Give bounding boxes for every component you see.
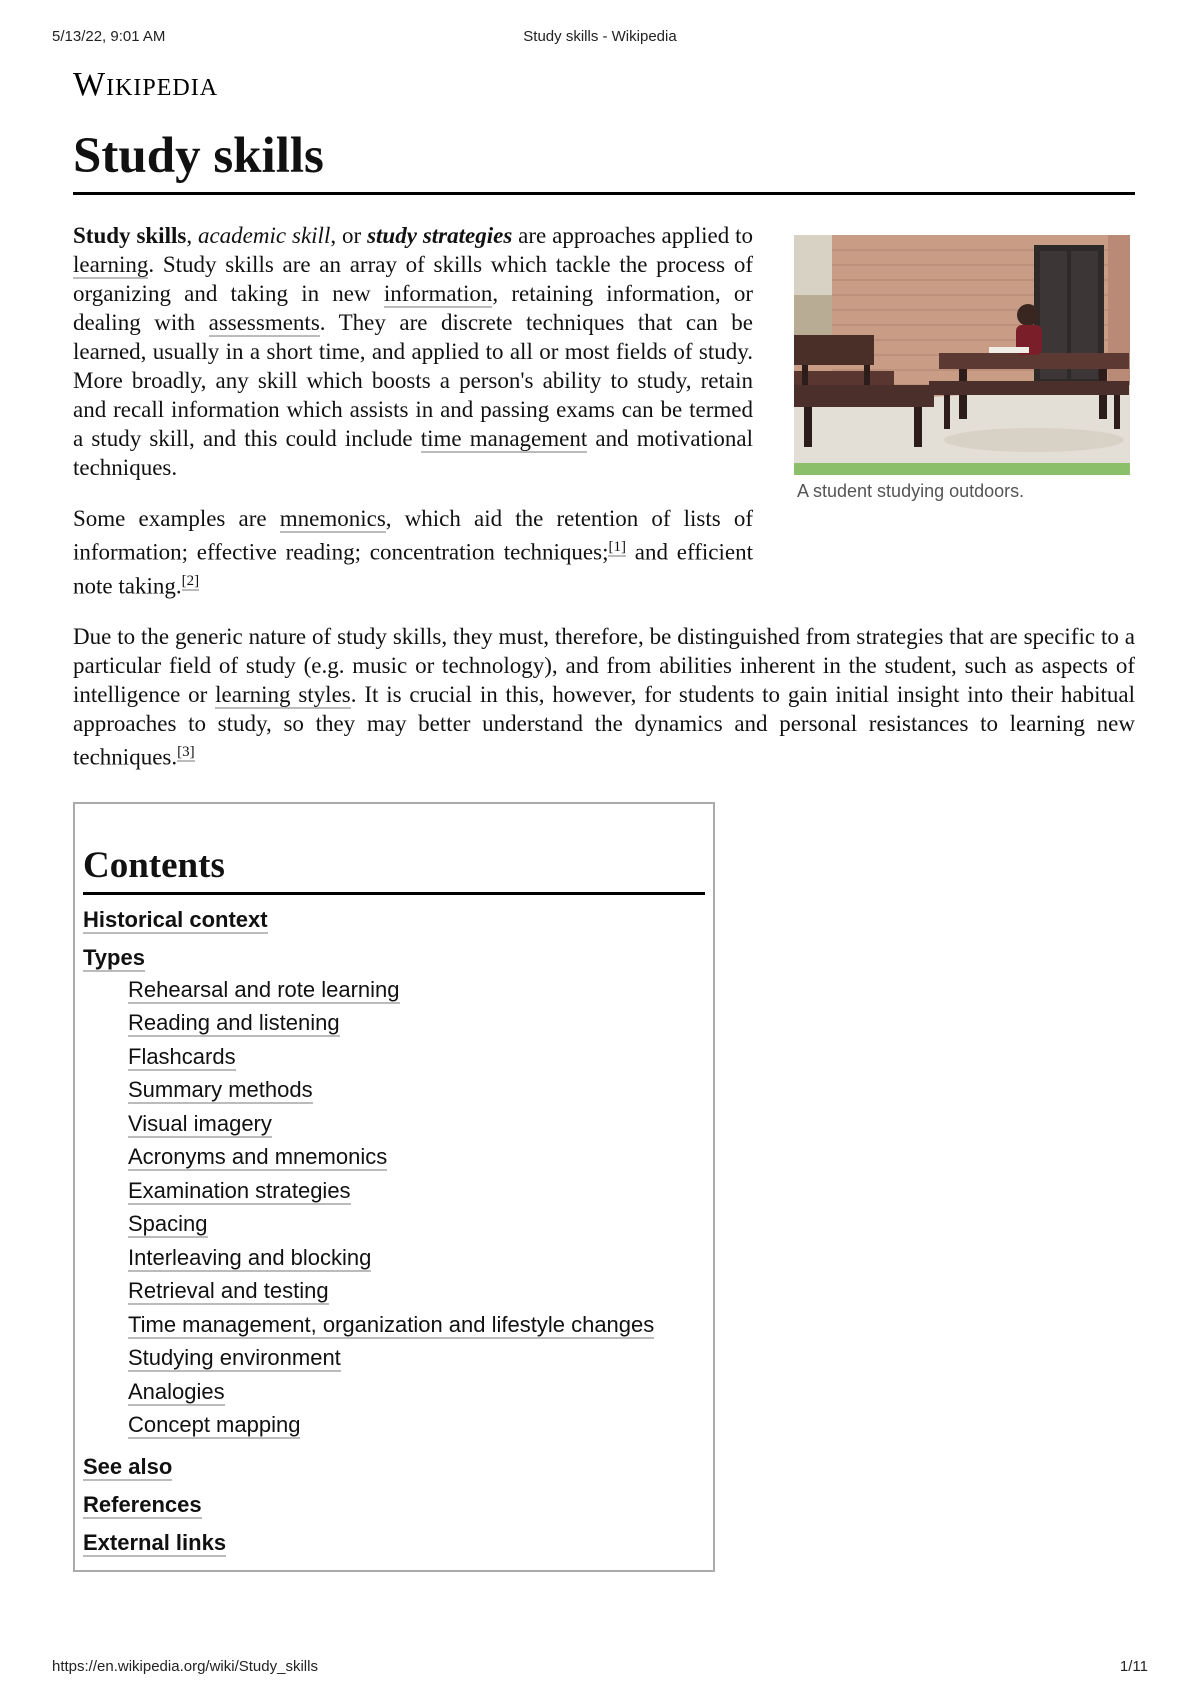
lead-paragraph: Study skills, academic skill, or study strategies are approaches applied to learning. Study skills are an array of skills which tackle the process of organizing and taking in new information, retaining information, or dealing with assessments. They are discrete techniques that can be learned, usually in a short time, and applied to all or most fields of study. More broadly, any skill which boosts a person's ability to study, retain and recall information which assists in and passing exams can be termed a study skill, and this could include time management and motivational techniques. xyxy=(73,223,754,480)
lead-section xyxy=(73,221,1135,501)
toc-item-external-links[interactable]: External links xyxy=(83,1529,227,1555)
toc-subitem[interactable]: Summary methods xyxy=(128,1077,313,1103)
toc-subitem[interactable]: Examination strategies xyxy=(128,1177,351,1203)
lead-term-study-strategies: study strategies xyxy=(367,223,513,248)
page-title: Study skills xyxy=(73,126,1135,195)
toc-subitem[interactable]: Spacing xyxy=(128,1211,208,1237)
paragraph-examples: Some examples are mnemonics, which aid the retention of lists of information; effective reading; concentration techniques;[1] and efficient note taking.[2] xyxy=(73,506,754,599)
toc-item-types[interactable]: Types Rehearsal and rote learning Reading and listening Flashcards Summary methods Visual imagery Acronyms and mnemonics Examination strategies Spacing Interleaving and blocking Retrieval and testing Time management, organization and lifestyle changes Studying environment Analogies Concept mapping xyxy=(83,945,705,1442)
student-studying-photo[interactable] xyxy=(794,235,1130,475)
lead-term-study-skills: Study skills xyxy=(73,223,187,248)
toc-item-see-also[interactable]: See also xyxy=(83,1453,173,1479)
toc-subitem[interactable]: Studying environment xyxy=(128,1345,341,1371)
reference-3[interactable]: [3] xyxy=(177,744,195,761)
link-learning-styles[interactable]: learning styles xyxy=(215,682,351,708)
page-content xyxy=(73,64,1135,1572)
print-page-number: 1/11 xyxy=(1119,1658,1148,1675)
print-header xyxy=(0,28,1200,48)
link-assessments[interactable]: assessments xyxy=(208,310,320,335)
reference-1[interactable]: [1] xyxy=(608,539,626,555)
link-time-management[interactable]: time management xyxy=(420,426,588,451)
toc-subitem[interactable]: Interleaving and blocking xyxy=(128,1244,372,1270)
image-caption: A student studying outdoors. xyxy=(797,481,1025,501)
thumbnail xyxy=(794,235,1130,502)
toc-subitem[interactable]: Flashcards xyxy=(128,1043,236,1069)
toc-subitem[interactable]: Concept mapping xyxy=(128,1412,301,1438)
paragraph-generic-nature: Due to the generic nature of study skills, they must, therefore, be distinguished from strategies that are specific to a particular field of study (e.g. music or technology), and from abilities inherent in the student, such as aspects of intelligence or learning styles. It is crucial in this, however, for students to gain initial insight into their habitual approaches to study, so they may better understand the dynamics and personal resistances to learning new techniques.[3] xyxy=(73,624,1135,770)
print-doc-title: Study skills - Wikipedia xyxy=(523,28,677,45)
toc-subitem[interactable]: Acronyms and mnemonics xyxy=(128,1144,388,1170)
toc-subitem[interactable]: Analogies xyxy=(128,1378,225,1404)
toc-subitem[interactable]: Rehearsal and rote learning xyxy=(128,976,400,1002)
toc-item-historical-context[interactable]: Historical context xyxy=(83,906,268,932)
print-datetime: 5/13/22, 9:01 AM xyxy=(52,28,166,45)
link-information[interactable]: information xyxy=(383,281,493,306)
toc-title: Contents xyxy=(83,844,705,895)
table-of-contents xyxy=(73,802,715,1572)
toc-subitem[interactable]: Retrieval and testing xyxy=(128,1278,329,1304)
toc-subitem[interactable]: Reading and listening xyxy=(128,1010,340,1036)
print-url: https://en.wikipedia.org/wiki/Study_skills xyxy=(52,1658,318,1675)
link-learning[interactable]: learning xyxy=(73,252,149,277)
toc-item-references[interactable]: References xyxy=(83,1491,202,1517)
reference-2[interactable]: [2] xyxy=(181,572,200,589)
toc-subitem[interactable]: Visual imagery xyxy=(128,1110,272,1136)
print-footer xyxy=(0,1658,1200,1678)
toc-subitem[interactable]: Time management, organization and lifestyle changes xyxy=(128,1311,655,1337)
toc-list xyxy=(83,907,705,1556)
link-mnemonics[interactable]: mnemonics xyxy=(279,506,386,531)
toc-sublist-types xyxy=(83,973,705,1442)
lead-term-academic-skill: academic skill xyxy=(197,223,331,248)
wikipedia-wordmark[interactable]: Wikipedia xyxy=(73,66,219,103)
